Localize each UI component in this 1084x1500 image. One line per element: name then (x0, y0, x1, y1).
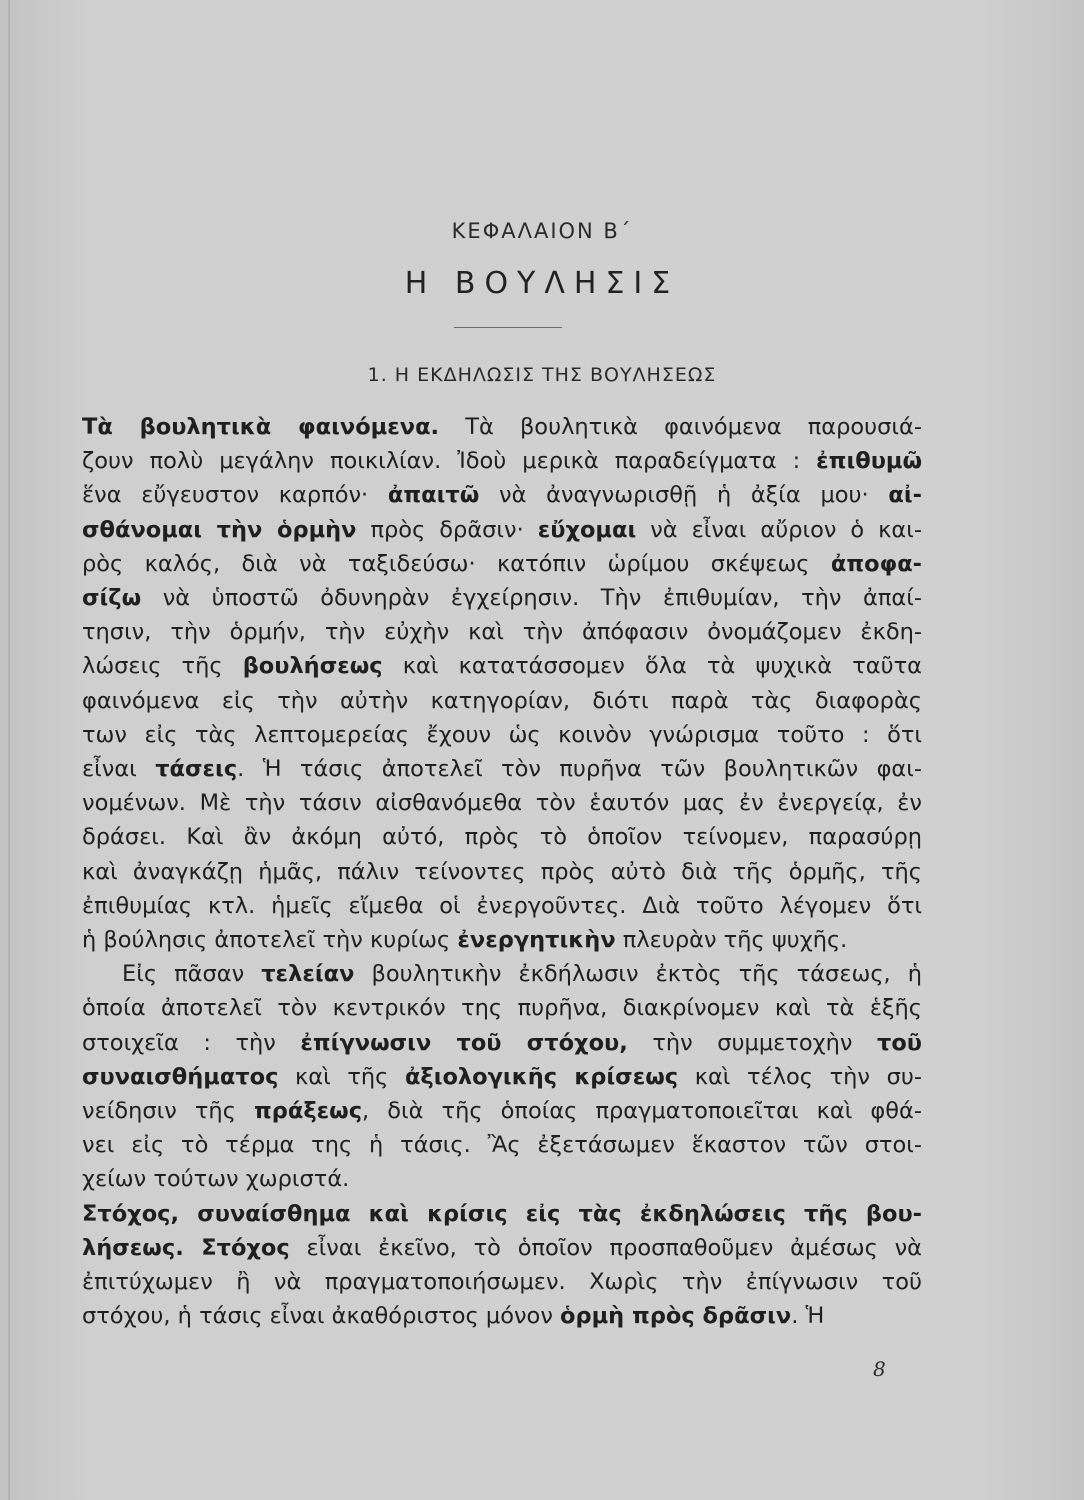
bold-term: τελείαν (261, 961, 355, 988)
bold-term: λήσεως. Στόχος (82, 1234, 290, 1261)
text-run: . Ἡ (791, 1303, 825, 1330)
text-run: καὶ ἀναγκάζῃ ἡμᾶς, πάλιν τείνοντες πρὸς αὐτὸ διὰ τῆς ὁρμῆς, τῆς (82, 858, 922, 885)
text-run: λώσεις τῆς (82, 653, 243, 680)
text-run: τησιν, τὴν ὁρμήν, τὴν εὐχὴν καὶ τὴν ἀπόφασιν ὀνομάζομεν ἐκδη- (82, 619, 922, 646)
text-line (82, 718, 922, 752)
body-text (82, 410, 922, 1333)
bold-term: σίζω (82, 585, 142, 612)
text-run: νὰ εἶναι αὔριον ὁ και- (636, 516, 922, 543)
bold-term: τάσεις (155, 756, 238, 783)
bold-term: συναισθήματος (82, 1063, 279, 1090)
chapter-title: Η ΒΟΥΛΗΣΙΣ (404, 266, 680, 301)
text-run: ὁποία ἀποτελεῖ τὸν κεντρικόν της πυρῆνα, διακρίνομεν καὶ τὰ ἑξῆς (82, 995, 922, 1022)
bold-term: ἐπιθυμῶ (816, 448, 922, 475)
text-line (82, 615, 922, 649)
text-run: τὴν συμμετοχὴν (627, 1029, 877, 1056)
text-run: φαινόμενα εἰς τὴν αὐτὴν κατηγορίαν, διότι παρὰ τὰς διαφορὰς (82, 687, 922, 714)
text-line (82, 1299, 922, 1333)
text-run: πρὸς δρᾶσιν· (356, 516, 538, 543)
text-run: στόχου, ἡ τάσις εἶναι ἀκαθόριστος μόνον (82, 1303, 561, 1330)
bold-term: βουλήσεως (242, 653, 383, 680)
text-run: νείδησιν τῆς (82, 1098, 254, 1125)
bold-term: ἀξιολογικῆς κρίσεως (404, 1063, 679, 1090)
text-run: . Ἡ τάσις ἀποτελεῖ τὸν πυρῆνα τῶν βουλητικῶν φαι- (237, 756, 922, 783)
text-run: στοιχεῖα : τὴν (82, 1029, 301, 1056)
text-run: ἐπιθυμίας κτλ. ἡμεῖς εἴμεθα οἱ ἐνεργοῦντες. Διὰ τοῦτο λέγομεν ὅτι (82, 892, 922, 919)
text-line (82, 1026, 922, 1060)
text-line (82, 889, 922, 923)
text-run: καὶ τῆς (278, 1063, 405, 1090)
text-run: πλευρὰν τῆς ψυχῆς. (615, 927, 848, 954)
text-run: , διὰ τῆς ὁποίας πραγματοποιεῖται καὶ φθά- (362, 1098, 922, 1125)
text-line (82, 684, 922, 718)
text-run: Εἰς πᾶσαν (122, 961, 262, 988)
text-line (82, 752, 922, 786)
bold-term: εὔχομαι (537, 516, 637, 543)
text-line (82, 1231, 922, 1265)
text-line (82, 513, 922, 547)
text-line (82, 444, 922, 478)
bold-term: ἀπαιτῶ (387, 482, 480, 509)
bold-term: τοῦ (876, 1029, 922, 1056)
text-run: ζουν πολὺ μεγάλην ποικιλίαν. Ἰδοὺ μερικὰ παραδείγματα : (82, 448, 817, 475)
text-run: δράσει. Καὶ ἂν ἀκόμη αὐτό, πρὸς τὸ ὁποῖον τείνομεν, παρασύρῃ (82, 824, 922, 851)
text-run: Τὰ βουλητικὰ φαινόμενα παρουσιά- (439, 414, 922, 440)
text-run: νει εἰς τὸ τέρμα της ἡ τάσις. Ἂς ἐξετάσωμεν ἕκαστον τῶν στοι- (82, 1132, 922, 1159)
text-line (82, 855, 922, 889)
text-line (82, 1060, 922, 1094)
text-line (82, 923, 922, 957)
bold-term: Στόχος, συναίσθημα καὶ κρίσις εἰς τὰς ἐκδηλώσεις τῆς βου- (82, 1200, 922, 1227)
bold-term: ἐπίγνωσιν τοῦ στόχου, (300, 1029, 628, 1056)
text-line (82, 547, 922, 581)
text-line (82, 1162, 922, 1196)
chapter-label: ΚΕΦΑΛΑΙΟΝ Β΄ (451, 219, 633, 243)
text-run: ἕνα εὔγευστον καρπόν· (82, 482, 388, 509)
title-divider (454, 327, 562, 328)
text-run: βουλητικὴν ἐκδήλωσιν ἐκτὸς τῆς τάσεως, ἡ (354, 961, 922, 988)
text-run: καὶ κατατάσσομεν ὅλα τὰ ψυχικὰ ταῦτα (382, 653, 922, 680)
bold-term: Τὰ βουλητικὰ φαινόμενα. (82, 414, 440, 440)
bold-term: πράξεως (253, 1098, 363, 1125)
section-title: 1. Η ΕΚΔΗΛΩΣΙΣ ΤΗΣ ΒΟΥΛΗΣΕΩΣ (367, 364, 717, 386)
text-line (82, 1094, 922, 1128)
text-line (82, 581, 922, 615)
page-number: 8 (873, 1357, 886, 1381)
bold-term: ἐνεργητικὴν (457, 927, 616, 954)
text-run: εἶναι ἐκεῖνο, τὸ ὁποῖον προσπαθοῦμεν ἀμέσως νὰ (289, 1234, 922, 1261)
text-run: ρὸς καλός, διὰ νὰ ταξιδεύσω· κατόπιν ὡρίμου σκέψεως (82, 550, 831, 577)
text-line (82, 957, 922, 991)
text-run: νὰ ἀναγνωρισθῇ ἡ ἀξία μου· (479, 482, 889, 509)
text-run: των εἰς τὰς λεπτομερείας ἔχουν ὡς κοινὸν γνώρισμα τοῦτο : ὅτι (82, 721, 922, 748)
text-line (82, 649, 922, 683)
text-line (82, 786, 922, 820)
bold-term: ἀποφα- (830, 550, 922, 577)
text-run: καὶ τέλος τὴν συ- (678, 1063, 922, 1090)
text-run: εἶναι (82, 756, 156, 783)
text-run: ἡ βούλησις ἀποτελεῖ τὴν κυρίως (82, 927, 458, 954)
text-line (82, 820, 922, 854)
text-run: νὰ ὑποστῶ ὀδυνηρὰν ἐγχείρησιν. Τὴν ἐπιθυμίαν, τὴν ἀπαί- (141, 585, 922, 612)
text-line (82, 478, 922, 512)
text-line (82, 1197, 922, 1231)
text-run: ἐπιτύχωμεν ἢ νὰ πραγματοποιήσωμεν. Χωρὶς τὴν ἐπίγνωσιν τοῦ (82, 1269, 922, 1296)
text-line (82, 1265, 922, 1299)
text-run: χείων τούτων χωριστά. (82, 1166, 350, 1193)
text-line (82, 410, 922, 444)
bold-term: σθάνομαι τὴν ὁρμὴν (82, 516, 357, 543)
text-line (82, 991, 922, 1025)
text-run: νομένων. Μὲ τὴν τάσιν αἰσθανόμεθα τὸν ἑαυτόν μας ἐν ἐνεργείᾳ, ἐν (82, 790, 922, 817)
bold-term: αἰ- (888, 482, 922, 509)
bold-term: ὁρμὴ πρὸς δρᾶσιν (560, 1303, 792, 1330)
text-line (82, 1128, 922, 1162)
